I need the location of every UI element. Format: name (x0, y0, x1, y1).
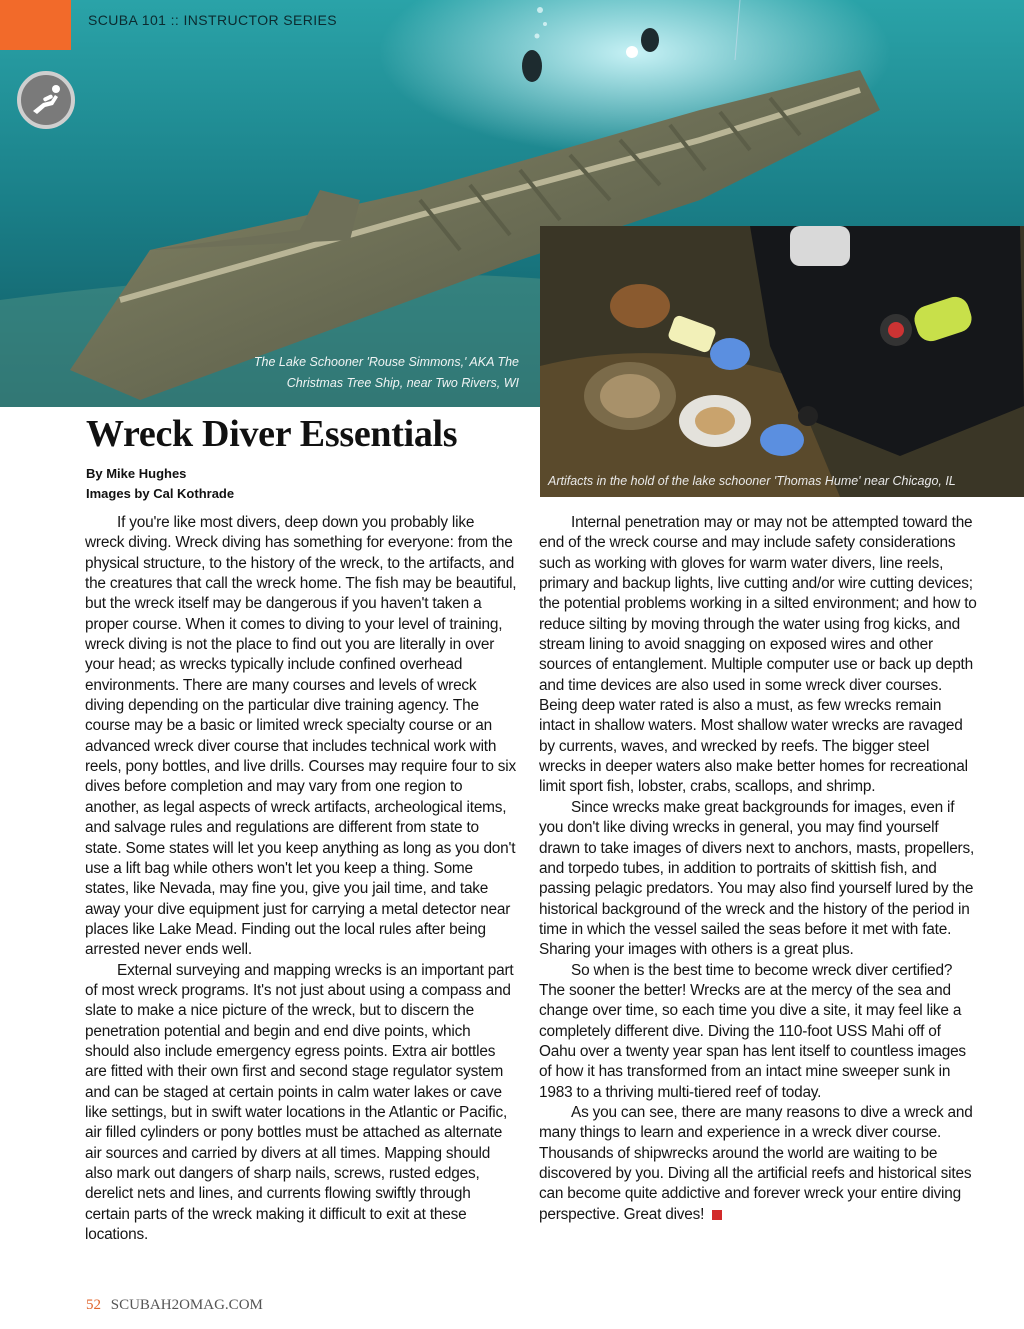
article-title: Wreck Diver Essentials (86, 413, 458, 455)
paragraph: So when is the best time to become wreck diver certified? The sooner the better! Wrecks are at the mercy of the sea and change over time, so each time you dive a site, it may feel like a completely different dive. Diving the 110-foot USS Mahi off of Oahu over a twenty year span has lent itself to countless images of how it has transformed from an intact mine sweeper sunk in 1983 to a thriving multi-tiered reef of today. (539, 961, 966, 1101)
right-column (539, 513, 979, 1225)
diver-badge (17, 71, 75, 129)
page-footer (86, 1297, 263, 1314)
site-url[interactable]: SCUBAH2OMAG.COM (110, 1297, 263, 1313)
paragraph: Since wrecks make great backgrounds for images, even if you don't like diving wrecks in general, you may find yourself drawn to take images of divers next to anchors, masts, propellers, and torpedo tubes, in addition to portraits of skittish fish, and passing pelagic predators. You may also find yourself lured by the historical background of the wreck and the history of the period in time in which the vessel sailed the seas before it met with fate. Sharing your images with others is a great plus. (539, 798, 975, 959)
byline (86, 464, 234, 504)
inset-artifacts-photo (540, 226, 1024, 497)
paragraph-final-text: As you can see, there are many reasons to dive a wreck and many things to learn and experience in a wreck diver course. Thousands of shipwrecks around the world are waiting to be discovered by you. Diving all the artificial reefs and historical sites can become quite addictive and forever wreck your entire diving perspective. Great dives! (539, 1103, 973, 1223)
section-accent-tab (0, 0, 71, 50)
paragraph: If you're like most divers, deep down you probably like wreck diving. Wreck diving has something for everyone: from the physical structure, to the history of the wreck, to the artifacts, and the creatures that call the wreck home. The fish may be beautiful, but the wreck itself may be dangerous if you haven't taken a proper course. When it comes to diving to your level of training, wreck diving is not the place to find out you are literally in over your head; as wrecks typically include confined overhead environments. There are many courses and levels of wreck diving depending on the particular dive training agency. The course may be a basic or limited wreck specialty course or an advanced wreck diver course that includes technical work with reels, pony bottles, and live drills. Courses may require four to six dives before completion and may vary from one region to another, as legal aspects of wreck artifacts, archeological items, and salvage rules and regulations are different from state to state. Some states will let you keep anything as long as you don't use a lift bag while others won't let you keep a thing. Some states, like Nevada, may fine you, give you jail time, and take away your dive equipment just for carrying a metal detector near places like Lake Mead. Finding out the local rules after being arrested never ends well. (85, 514, 517, 959)
main-photo-caption: The Lake Schooner 'Rouse Simmons,' AKA The Christmas Tree Ship, near Two Rivers, WI (253, 355, 519, 390)
inset-photo-caption: Artifacts in the hold of the lake schooner 'Thomas Hume' near Chicago, IL (548, 474, 956, 488)
series-label: SCUBA 101 :: INSTRUCTOR SERIES (88, 12, 338, 28)
end-mark-icon (712, 1210, 722, 1220)
paragraph-final (539, 1103, 979, 1225)
images-credit: Images by Cal Kothrade (86, 486, 235, 501)
page-number: 52 (86, 1297, 101, 1313)
artifacts-illustration (540, 226, 1024, 497)
author-credit: By Mike Hughes (86, 466, 187, 481)
paragraph: External surveying and mapping wrecks is an important part of most wreck programs. It's not just about using a compass and slate to make a nice picture of the wreck, but to discern the penetration potential and begin and end dive points, which should also include emergency egress points. Extra air bottles are fitted with their own first and second stage regulator system and can be staged at certain points in calm water lakes or cave like settings, but in swift water locations in the Atlantic or Pacific, air filled cylinders or pony bottles must be attached as alternate air sources and carried by divers at all times. Mapping should also mark out dangers of sharp nails, screws, rusted edges, derelict nets and lines, and currents flowing swiftly through certain parts of the wreck making it difficult to exit at these locations. (85, 961, 514, 1244)
paragraph: Internal penetration may or may not be attempted toward the end of the wreck course and may include safety considerations such as working with gloves for warm water divers, line reels, primary and backup lights, live cutting and/or wire cutting devices; the potential problems working in a silted environment; and how to reduce silting by moving through the water using frog kicks, and stream lining to avoid snagging on exposed wires and other sources of entanglement. Multiple computer use or back up depth and time devices are also used in some wreck diver courses. Being deep water rated is also a must, as few wrecks remain intact in shallow waters. Most shallow water wrecks are ravaged by currents, waves, and wrecked by reefs. The bigger steel wrecks in deeper waters also make better homes for recreational limit sport fish, lobster, crabs, scallops, and shrimp. (539, 514, 977, 796)
left-column (85, 513, 517, 1245)
diver-icon (29, 83, 63, 117)
